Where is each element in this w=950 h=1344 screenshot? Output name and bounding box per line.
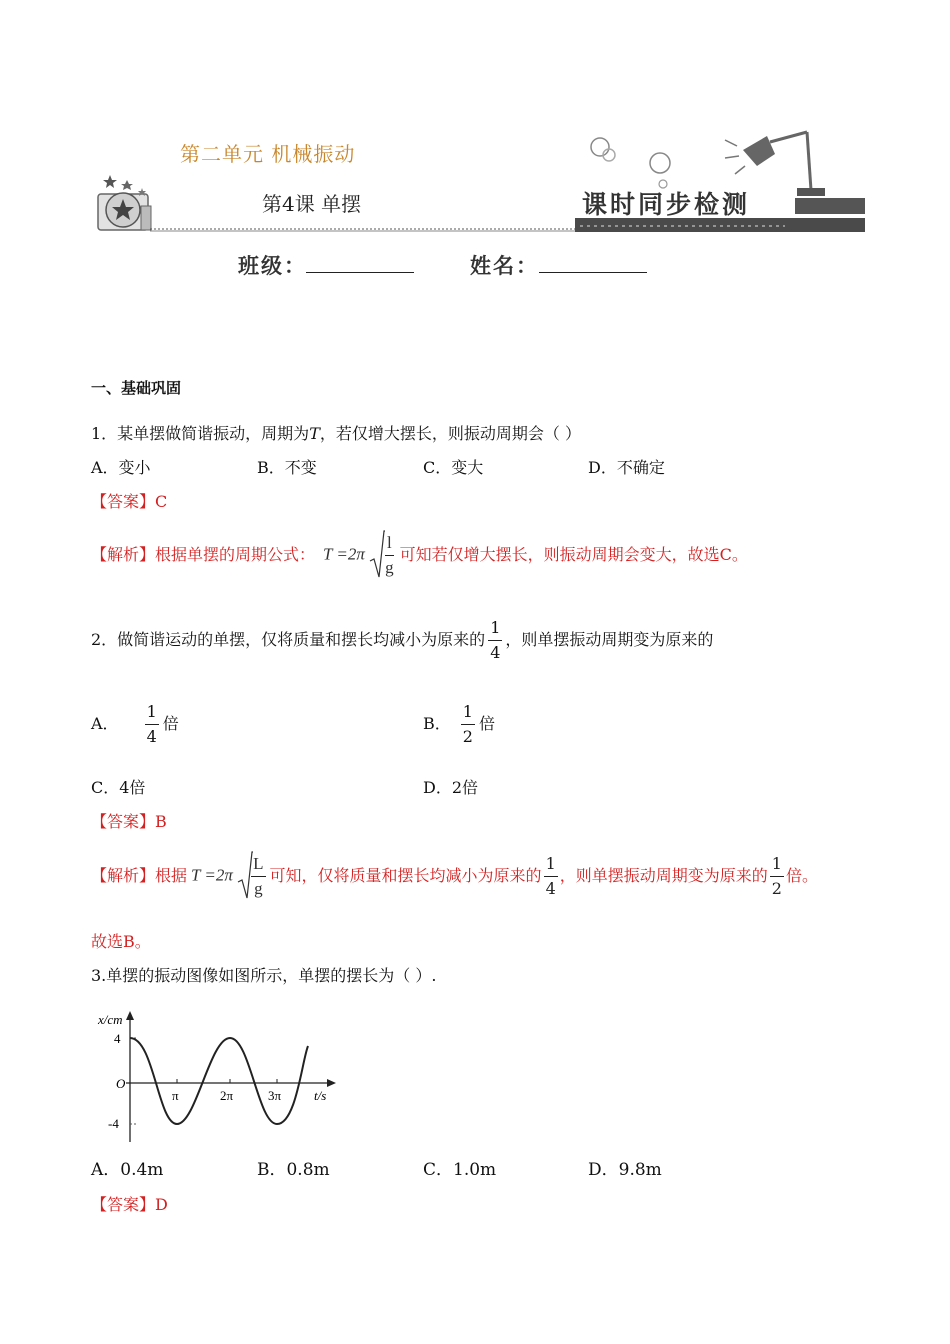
- q2-frac1-num: 1: [544, 854, 558, 877]
- class-label: 班级：: [238, 254, 307, 278]
- q2-analysis: [91, 846, 818, 906]
- x-tick-2pi: 2π: [220, 1088, 234, 1103]
- q1-formula-lhs: T =2π: [323, 543, 365, 563]
- y-axis-label: x/cm: [98, 1012, 123, 1027]
- brand-title: 课时同步检测: [582, 190, 751, 219]
- q3-stem: 3.单摆的振动图像如图所示，单摆的摆长为（ ）.: [91, 966, 437, 985]
- class-blank[interactable]: [306, 250, 414, 273]
- q1-analysis-prefix: 【解析】根据单摆的周期公式：: [91, 545, 316, 564]
- q3-answer: 【答案】D: [91, 1195, 168, 1214]
- q2-opt-b-den: 2: [462, 726, 473, 746]
- section-title: 一、基础巩固: [91, 379, 182, 397]
- q2-option-b[interactable]: [423, 696, 495, 752]
- x-tick-pi: π: [172, 1088, 179, 1103]
- q2-formula-den: g: [254, 878, 263, 898]
- q1-formula-den: g: [385, 557, 394, 577]
- q1-option-d[interactable]: D．不确定: [588, 458, 665, 477]
- q3-option-c[interactable]: C．1.0m: [423, 1160, 497, 1180]
- x-tick-3pi: 3π: [268, 1088, 282, 1103]
- y-tick-neg4: -4: [108, 1116, 119, 1131]
- q3-option-b[interactable]: B．0.8m: [257, 1160, 330, 1180]
- name-label: 姓名：: [470, 254, 539, 278]
- q1-stem-T: T: [309, 424, 320, 443]
- star-badge-icon: [98, 175, 151, 230]
- q2-frac2-num: 1: [770, 854, 784, 877]
- q2-analysis-c: ，则单摆振动周期变为原来的: [559, 866, 768, 885]
- unit-title: 第二单元 机械振动: [180, 142, 356, 166]
- cosine-curve: [130, 1038, 308, 1124]
- q2-formula: [191, 854, 266, 899]
- q1-stem: [91, 424, 581, 444]
- q1-option-c[interactable]: C．变大: [423, 458, 484, 477]
- q2-opt-a-label: A．: [91, 714, 119, 733]
- q2-option-a[interactable]: [91, 696, 179, 752]
- q2-opt-a-num: 1: [145, 702, 159, 725]
- q2-option-c[interactable]: C．4倍: [91, 778, 146, 797]
- q2-analysis-b: 可知，仅将质量和摆长均减小为原来的: [269, 866, 542, 885]
- q2-opt-a-den: 4: [146, 726, 157, 746]
- q2-stem: [91, 612, 713, 668]
- q2-analysis-d: 倍。: [785, 866, 818, 885]
- q2-formula-lhs: T =2π: [191, 864, 233, 884]
- q3-option-a[interactable]: A．0.4m: [91, 1160, 164, 1180]
- q2-opt-a-unit: 倍: [162, 714, 179, 733]
- q1-option-a[interactable]: A．变小: [91, 458, 151, 477]
- q2-stem-frac-num: 1: [488, 618, 502, 641]
- q1-analysis-suffix: 可知若仅增大摆长，则振动周期会变大，故选C。: [399, 545, 748, 564]
- q2-stem-a: 2．做简谐运动的单摆，仅将质量和摆长均减小为原来的: [91, 630, 486, 649]
- q2-option-d[interactable]: D．2倍: [423, 778, 479, 797]
- q2-frac1-den: 4: [545, 878, 556, 898]
- sqrt-symbol-icon: [237, 854, 265, 899]
- vibration-graph: [92, 1006, 352, 1146]
- q2-formula-num: L: [251, 854, 265, 877]
- x-axis-label: t/s: [314, 1088, 327, 1103]
- lesson-title: 第4课 单摆: [262, 192, 362, 216]
- q2-stem-frac-den: 4: [490, 642, 501, 662]
- q2-opt-b-label: B．: [423, 714, 451, 733]
- q2-answer: 【答案】B: [91, 812, 167, 831]
- q1-stem-a: 1．某单摆做简谐振动，周期为: [91, 424, 310, 443]
- y-tick-4: 4: [114, 1031, 121, 1046]
- q1-formula: [323, 533, 396, 578]
- q2-opt-b-unit: 倍: [478, 714, 495, 733]
- origin-label: O: [116, 1076, 126, 1091]
- q2-opt-b-num: 1: [461, 702, 475, 725]
- q1-answer: 【答案】C: [91, 492, 168, 511]
- q3-option-d[interactable]: D．9.8m: [588, 1160, 662, 1180]
- name-blank[interactable]: [539, 250, 647, 273]
- bubble-icon: [591, 138, 609, 156]
- sqrt-symbol-icon: [369, 533, 396, 578]
- q2-analysis-conclusion: 故选B。: [91, 932, 151, 951]
- q1-option-b[interactable]: B．不变: [257, 458, 317, 477]
- q1-analysis: [91, 527, 748, 583]
- q1-stem-b: ，若仅增大摆长，则振动周期会（ ）: [319, 424, 581, 443]
- q2-stem-b: ，则单摆振动周期变为原来的: [505, 630, 714, 649]
- q2-frac2-den: 2: [771, 878, 782, 898]
- q2-analysis-a: 【解析】根据: [91, 866, 188, 885]
- q1-formula-num: l: [385, 533, 394, 556]
- q3-graph: [92, 1006, 352, 1150]
